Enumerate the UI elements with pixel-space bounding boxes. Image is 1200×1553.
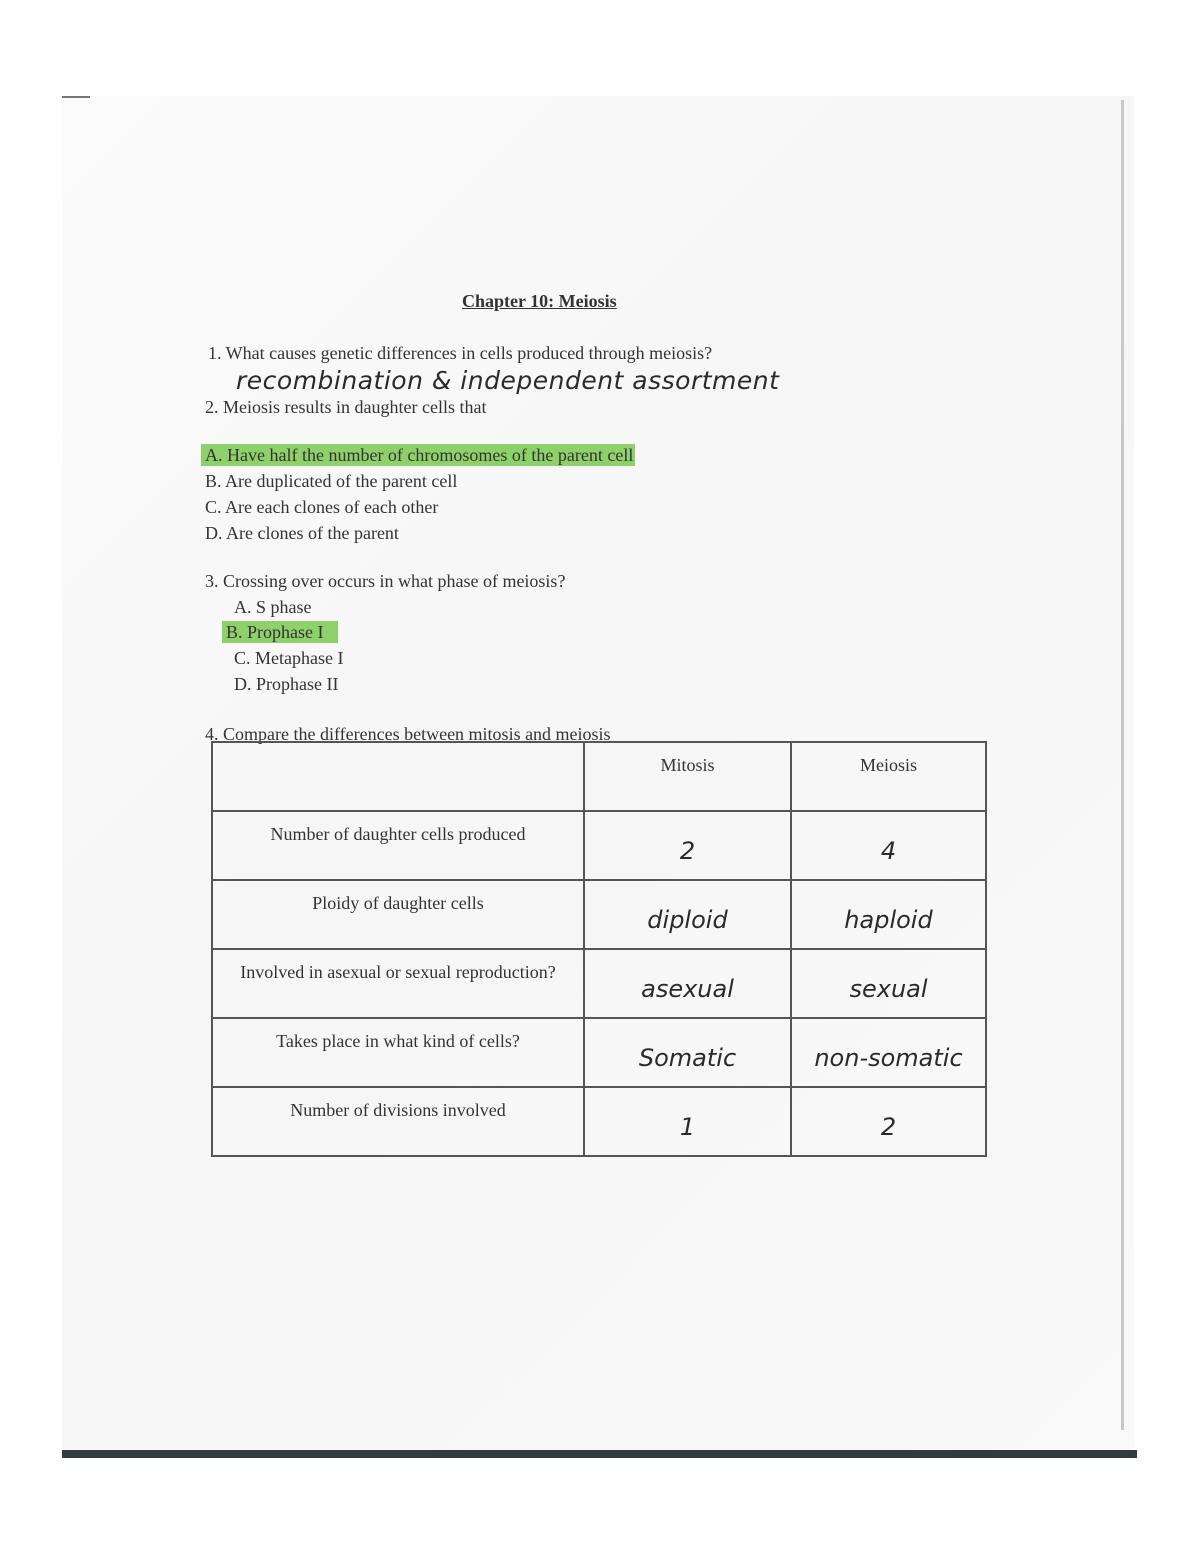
table-row <box>212 1018 986 1087</box>
table-header-row <box>212 742 986 811</box>
row-label: Ploidy of daughter cells <box>212 880 584 949</box>
question-2: 2. Meiosis results in daughter cells that <box>205 397 487 417</box>
mitosis-answer: Somatic <box>584 1018 791 1087</box>
question-3-option-a: A. S phase <box>234 597 312 617</box>
meiosis-answer: haploid <box>791 880 986 949</box>
meiosis-answer: non-somatic <box>791 1018 986 1087</box>
paper-bottom-edge <box>62 1450 1137 1458</box>
mitosis-answer: diploid <box>584 880 791 949</box>
mitosis-answer: 1 <box>584 1087 791 1156</box>
question-2-option-a-highlighted: A. Have half the number of chromosomes of the parent cell <box>201 444 635 466</box>
question-1: 1. What causes genetic differences in cells produced through meiosis? <box>208 343 713 363</box>
comparison-table <box>211 741 987 1157</box>
mitosis-answer: asexual <box>584 949 791 1018</box>
question-3-option-b-highlighted: B. Prophase I <box>222 621 338 643</box>
header-cell-meiosis: Meiosis <box>791 742 986 811</box>
meiosis-answer: 2 <box>791 1087 986 1156</box>
question-2-option-c: C. Are each clones of each other <box>205 497 439 517</box>
page-title: Chapter 10: Meiosis <box>462 291 617 311</box>
question-2-option-d: D. Are clones of the parent <box>205 523 399 543</box>
question-3: 3. Crossing over occurs in what phase of meiosis? <box>205 571 566 591</box>
question-3-option-c: C. Metaphase I <box>234 648 344 668</box>
table-row <box>212 880 986 949</box>
row-label: Number of daughter cells produced <box>212 811 584 880</box>
row-label: Involved in asexual or sexual reproduction? <box>212 949 584 1018</box>
table-row <box>212 949 986 1018</box>
row-label: Takes place in what kind of cells? <box>212 1018 584 1087</box>
table-row <box>212 811 986 880</box>
header-cell-mitosis: Mitosis <box>584 742 791 811</box>
row-label: Number of divisions involved <box>212 1087 584 1156</box>
meiosis-answer: sexual <box>791 949 986 1018</box>
question-3-option-d: D. Prophase II <box>234 674 339 694</box>
paper-top-edge <box>62 96 90 98</box>
question-1-handwritten-answer: recombination & independent assortment <box>236 366 780 395</box>
question-2-option-b: B. Are duplicated of the parent cell <box>205 471 458 491</box>
paper-right-edge <box>1121 100 1124 1430</box>
header-cell-empty <box>212 742 584 811</box>
mitosis-answer: 2 <box>584 811 791 880</box>
meiosis-answer: 4 <box>791 811 986 880</box>
table-row <box>212 1087 986 1156</box>
question-4: 4. Compare the differences between mitosis and meiosis <box>205 724 611 744</box>
